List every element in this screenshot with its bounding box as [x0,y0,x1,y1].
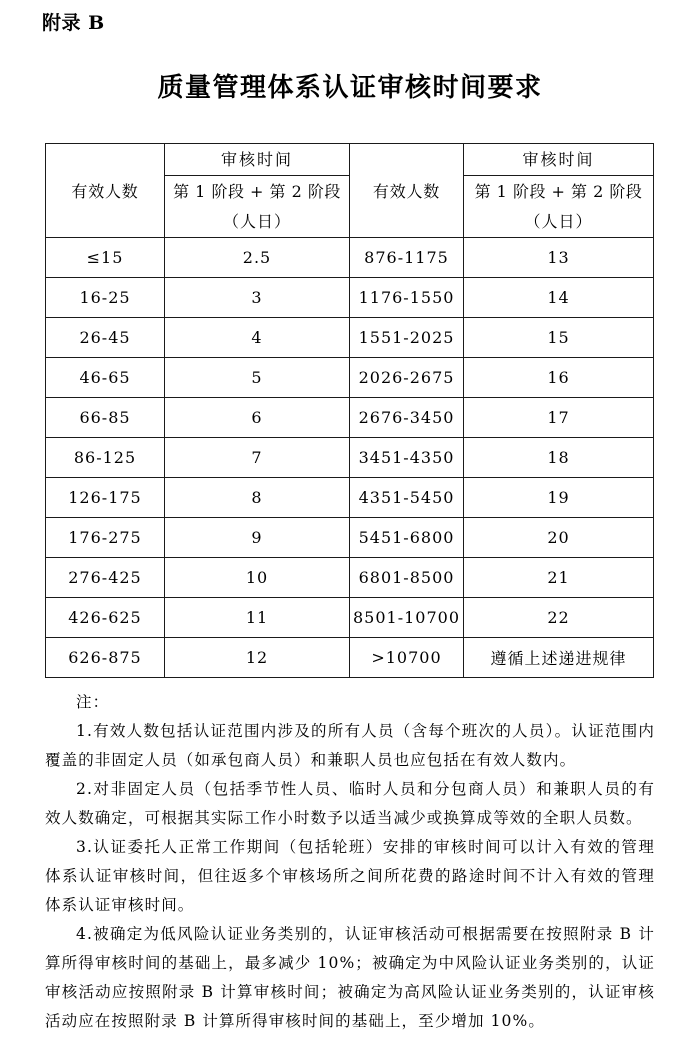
cell-left-days: 10 [165,558,350,598]
table-header-row [46,144,654,238]
cell-right-days: 21 [464,558,654,598]
notes-list [45,717,655,1036]
cell-left-count: 26-45 [46,318,165,358]
cell-left-count: 626-875 [46,638,165,678]
cell-left-count: 46-65 [46,358,165,398]
cell-left-count: 126-175 [46,478,165,518]
cell-right-days: 遵循上述递进规律 [464,638,654,678]
cell-left-days: 12 [165,638,350,678]
table-row [46,358,654,398]
notes-label: 注： [76,693,110,711]
table-row [46,638,654,678]
cell-left-count: 16-25 [46,278,165,318]
cell-left-days: 5 [165,358,350,398]
cell-left-count: 426-625 [46,598,165,638]
note-item: 2.对非固定人员（包括季节性人员、临时人员和分包商人员）和兼职人员的有效人数确定，可根据其实际工作小时数予以适当减少或换算成等效的全职人员数。 [45,780,655,827]
cell-right-count: 2026-2675 [350,358,464,398]
table-row [46,438,654,478]
table-row [46,558,654,598]
cell-right-count: 3451-4350 [350,438,464,478]
table-row [46,278,654,318]
audit-time-table-container [45,143,653,678]
cell-left-count: 66-85 [46,398,165,438]
cell-left-count: ≤15 [46,238,165,278]
column-header-audit-time-left [165,144,350,238]
cell-right-count: 4351-5450 [350,478,464,518]
column-header-effective-count-left: 有效人数 [46,144,165,238]
column-header-unit-right: （人日） [524,212,593,231]
cell-left-days: 7 [165,438,350,478]
cell-left-days: 6 [165,398,350,438]
cell-right-count: 1176-1550 [350,278,464,318]
cell-right-count: 8501-10700 [350,598,464,638]
cell-right-count: 2676-3450 [350,398,464,438]
cell-left-count: 276-425 [46,558,165,598]
cell-left-days: 2.5 [165,238,350,278]
header-stack-right [464,144,653,237]
note-item: 1.有效人数包括认证范围内涉及的所有人员（含每个班次的人员）。认证范围内覆盖的非固定人员（如承包商人员）和兼职人员也应包括在有效人数内。 [45,722,655,769]
cell-right-count: 876-1175 [350,238,464,278]
cell-right-days: 18 [464,438,654,478]
cell-right-days: 16 [464,358,654,398]
column-header-unit-left: （人日） [222,212,291,231]
cell-right-days: 19 [464,478,654,518]
cell-right-count: 6801-8500 [350,558,464,598]
column-header-audit-time-label-left: 审核时间 [165,144,349,176]
cell-right-count: >10700 [350,638,464,678]
table-row [46,478,654,518]
cell-right-days: 15 [464,318,654,358]
column-header-stages-right: 第 1 阶段 + 第 2 阶段 [474,182,643,201]
cell-right-days: 14 [464,278,654,318]
cell-right-days: 13 [464,238,654,278]
cell-right-days: 17 [464,398,654,438]
table-row [46,318,654,358]
audit-time-table [45,143,654,678]
column-header-stages-left: 第 1 阶段 + 第 2 阶段 [173,182,341,201]
table-row [46,238,654,278]
cell-left-days: 9 [165,518,350,558]
cell-left-days: 3 [165,278,350,318]
note-item: 4.被确定为低风险认证业务类别的，认证审核活动可根据需要在按照附录 B 计算所得审核时间的基础上，最多减少 10%；被确定为中风险认证业务类别的，认证审核活动应按照附录 B 计算审核时间；被确定为高风险认证业务类别的，认证审核活动应在按照附录 B 计算所得审核时间的基础上，至少增加 10%。 [45,925,655,1030]
cell-left-count: 176-275 [46,518,165,558]
column-header-audit-time-label-right: 审核时间 [464,144,653,176]
column-header-audit-time-right [464,144,654,238]
column-header-effective-count-right: 有效人数 [350,144,464,238]
note-item: 3.认证委托人正常工作期间（包括轮班）安排的审核时间可以计入有效的管理体系认证审核时间，但往返多个审核场所之间所花费的路途时间不计入有效的管理体系认证审核时间。 [45,838,655,914]
cell-left-count: 86-125 [46,438,165,478]
page-title: 质量管理体系认证审核时间要求 [157,73,543,103]
cell-right-days: 22 [464,598,654,638]
table-header [46,144,654,238]
table-body [46,238,654,678]
cell-right-days: 20 [464,518,654,558]
notes-section [45,688,655,1036]
cell-left-days: 11 [165,598,350,638]
cell-left-days: 8 [165,478,350,518]
cell-right-count: 5451-6800 [350,518,464,558]
appendix-label: 附录 B [42,12,105,34]
table-row [46,598,654,638]
cell-right-count: 1551-2025 [350,318,464,358]
table-row [46,398,654,438]
table-row [46,518,654,558]
cell-left-days: 4 [165,318,350,358]
header-stack-left [165,144,349,237]
